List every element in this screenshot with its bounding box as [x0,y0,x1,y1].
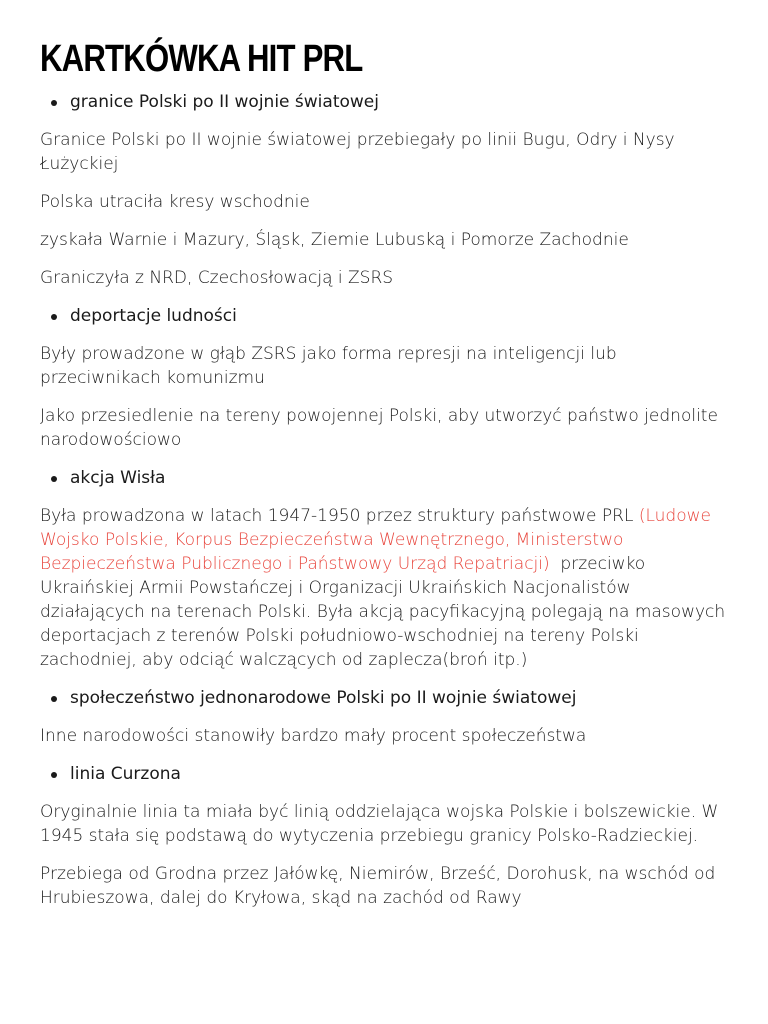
bullet-dot-icon [51,100,57,106]
paragraph: Były prowadzone w głąb ZSRS jako forma represji na inteligencji lub przeciwnikach komunizmu [40,344,617,388]
bullet-item-borders [40,90,740,114]
bullet-dot-icon [51,476,57,482]
bullet-text: granice Polski po II wojnie światowej [70,92,379,112]
bullet-item-akcja-wisla [40,466,740,490]
bullet-item-deportations [40,304,740,328]
bullet-dot-icon [51,314,57,320]
bullet-dot-icon [51,696,57,702]
paragraph: Oryginalnie linia ta miała być linią oddzielająca wojska Polskie i bolszewickie. W 1945 stała się podstawą do wytyczenia przebiegu granicy Polsko-Radzieckiej. [40,802,719,846]
paragraph: Przebiega od Grodna przez Jałówkę, Niemirów, Brześć, Dorohusk, na wschód od Hrubieszowa, dalej do Kryłowa, skąd na zachód od Rawy [40,864,716,908]
paragraph: Graniczyła z NRD, Czechosłowacją i ZSRS [40,268,394,288]
bullet-dot-icon [51,772,57,778]
paragraph: zyskała Warnie i Mazury, Śląsk, Ziemie Lubuską i Pomorze Zachodnie [40,230,629,250]
highlighted-text: (Ludowe Wojsko Polskie, Korpus Bezpieczeństwa Wewnętrznego, Ministerstwo Bezpieczeństwa Publicznego i Państwowy Urząd Repatriacji) [40,506,711,574]
paragraph: Inne narodowości stanowiły bardzo mały procent społeczeństwa [40,726,587,746]
bullet-list [40,304,740,328]
bullet-item-society [40,686,740,710]
page-title: KARTKÓWKA HIT PRL [40,38,363,80]
bullet-text: społeczeństwo jednonarodowe Polski po II wojnie światowej [70,688,577,708]
paragraph: Polska utraciła kresy wschodnie [40,192,310,212]
paragraph-text: Była prowadzona w latach 1947-1950 przez struktury państwowe PRL [40,506,639,526]
bullet-item-curzon-line [40,762,740,786]
paragraph-akcja-wisla [40,504,740,672]
bullet-text: linia Curzona [70,764,181,784]
bullet-list [40,90,740,114]
paragraph: Granice Polski po II wojnie światowej przebiegały po linii Bugu, Odry i Nysy Łużyckiej [40,130,675,174]
paragraph: Jako przesiedlenie na tereny powojennej Polski, aby utworzyć państwo jednolite narodowościowo [40,406,718,450]
bullet-list [40,762,740,786]
bullet-list [40,686,740,710]
bullet-text: akcja Wisła [70,468,166,488]
paragraph-text: przeciwko Ukraińskiej Armii Powstańczej i Organizacji Ukraińskich Nacjonalistów działających na terenach Polski. Była akcją pacyfikacyjną polegają na masowych deportacjach z terenów Polski południowo-wschodniej na tereny Polski zachodniej, aby odciąć walczących od zaplecza(broń itp.) [40,554,731,670]
bullet-text: deportacje ludności [70,306,237,326]
bullet-list [40,466,740,490]
document-page [40,34,740,924]
